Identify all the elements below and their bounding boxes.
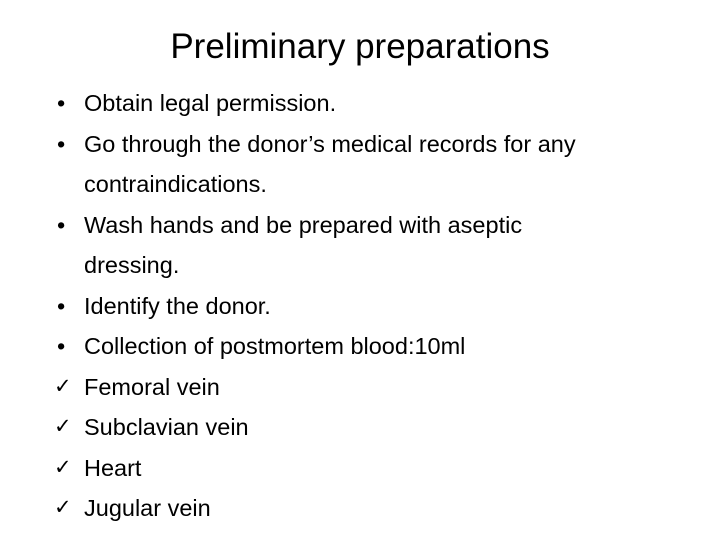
list-item-femoral-vein bbox=[54, 367, 694, 408]
bullet-icon: • bbox=[57, 211, 66, 238]
list-item-collection bbox=[54, 326, 694, 367]
list-item-line: Obtain legal permission. bbox=[84, 90, 337, 116]
list-item-text bbox=[84, 124, 694, 205]
bullet-icon: • bbox=[57, 292, 66, 319]
list-item-identify-donor bbox=[54, 286, 694, 327]
list-item-jugular-vein bbox=[54, 488, 694, 529]
bullet-icon: • bbox=[57, 130, 66, 157]
list-item-text bbox=[84, 326, 694, 367]
checkmark-icon: ✓ bbox=[54, 496, 72, 519]
list-item-heart bbox=[54, 448, 694, 489]
list-item-line: Jugular vein bbox=[84, 495, 211, 521]
list-item-line: Collection of postmortem blood:10ml bbox=[84, 333, 466, 359]
list-item-wash-hands bbox=[54, 205, 694, 286]
list-item-text bbox=[84, 83, 694, 124]
bullet-list bbox=[54, 83, 694, 529]
bullet-icon: • bbox=[57, 333, 66, 359]
checkmark-icon: ✓ bbox=[54, 415, 72, 438]
list-item-line: Heart bbox=[84, 454, 142, 481]
bullet-icon: • bbox=[57, 90, 66, 116]
checkmark-icon: ✓ bbox=[54, 374, 72, 398]
list-item-text bbox=[84, 488, 694, 529]
list-item-line: dressing. bbox=[84, 252, 180, 278]
list-item-text bbox=[84, 205, 694, 286]
list-item-line: Subclavian vein bbox=[84, 414, 249, 440]
list-item-subclavian-vein bbox=[54, 407, 694, 448]
checkmark-icon: ✓ bbox=[54, 455, 72, 479]
list-item-text bbox=[84, 286, 694, 327]
list-item-line: contraindications. bbox=[84, 171, 267, 197]
list-item-line: Identify the donor. bbox=[84, 292, 271, 319]
list-item-obtain-permission bbox=[54, 83, 694, 124]
list-item-text bbox=[84, 407, 694, 448]
list-item-line: Go through the donor’s medical records for any bbox=[84, 130, 576, 157]
list-item-text bbox=[84, 448, 694, 489]
list-item-text bbox=[84, 367, 694, 408]
list-item-medical-records bbox=[54, 124, 694, 205]
list-item-line: Wash hands and be prepared with aseptic bbox=[84, 211, 523, 238]
list-item-line: Femoral vein bbox=[84, 373, 220, 400]
slide-title: Preliminary preparations bbox=[170, 27, 550, 66]
